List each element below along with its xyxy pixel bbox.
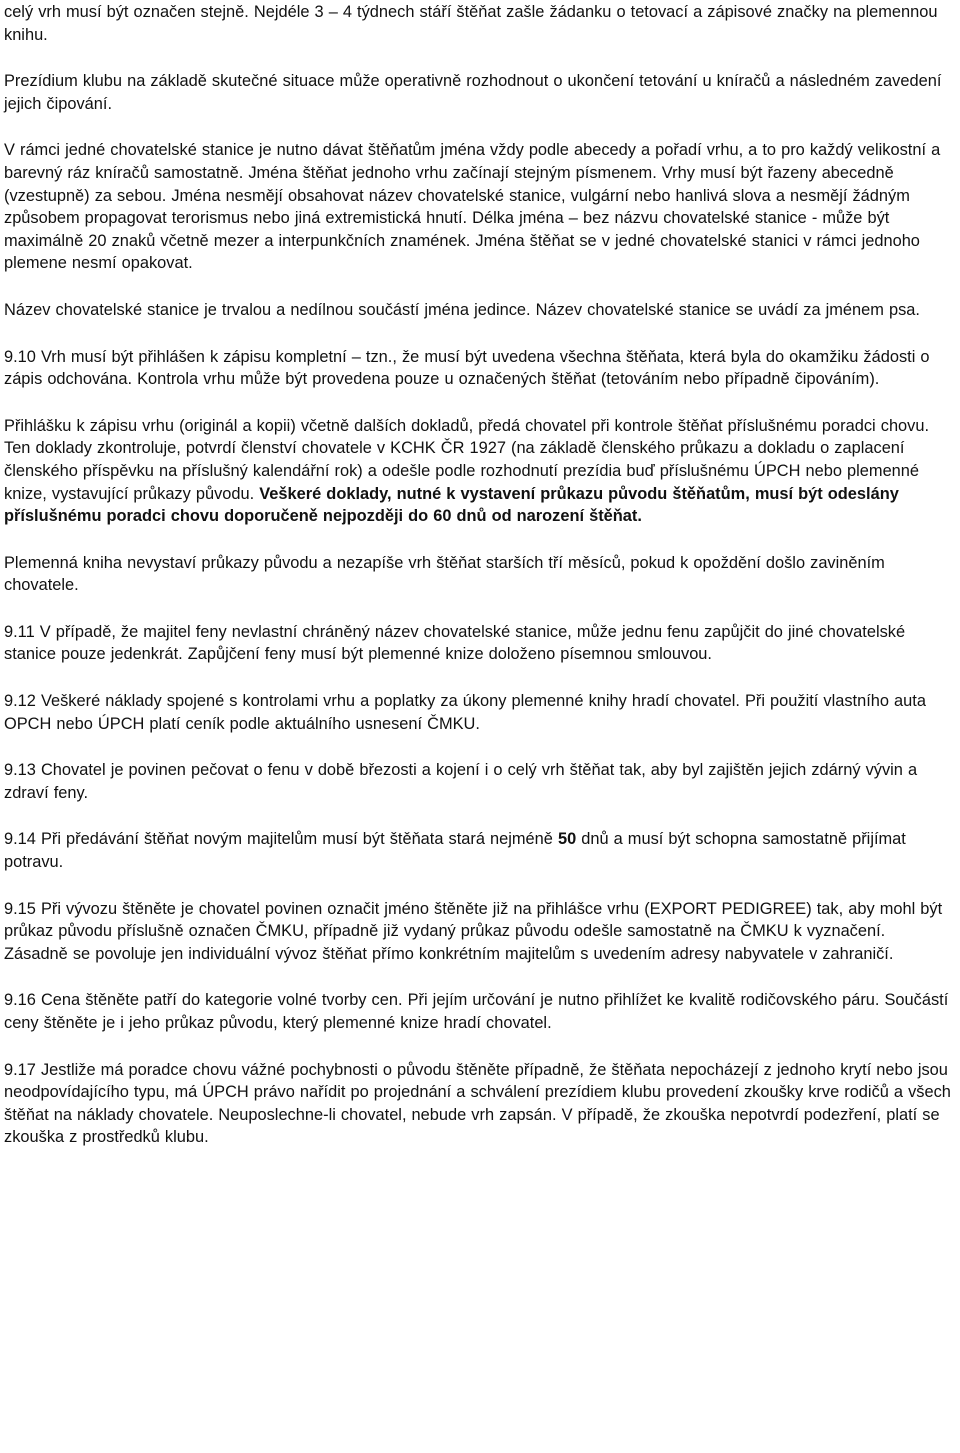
paragraph-puppy-names: [4, 139, 952, 275]
paragraph-text: Prezídium klubu na základě skutečné situace může operativně rozhodnout o ukončení tetování u kníračů a následném zavedení jejich čipování.: [4, 72, 942, 113]
paragraph-9-15: [4, 898, 952, 966]
paragraph-litter-registration: [4, 415, 952, 528]
paragraph-bold-text: 50: [557, 830, 577, 849]
paragraph-text: V rámci jedné chovatelské stanice je nutno dávat štěňatům jména vždy podle abecedy a pořadí vrhu, a to pro každý velikostní a barevný ráz kníračů samostatně. Jména štěňat jednoho vrhu začínají stejným písmenem. Vrhy musí být řazeny abecedně (vzestupně) za sebou. Jména nesmějí obsahovat název chovatelské stanice, vulgární nebo hanlivá slova a nesmějí žádným způsobem propagovat terorismus nebo jiná extremistická hnutí. Délka jména – bez názvu chovatelské stanice - může být maximálně 20 znaků včetně mezer a interpunkčních znamének. Jména štěňat se v jedné chovatelské stanici v rámci jednoho plemene nesmí opakovat.: [4, 141, 941, 273]
paragraph-9-13: [4, 759, 952, 804]
paragraph-9-16: [4, 989, 952, 1034]
paragraph-text: 9.16 Cena štěněte patří do kategorie volné tvorby cen. Při jejím určování je nutno přihlížet ke kvalitě rodičovského páru. Součástí ceny štěněte je i jeho průkaz původu, který plemenné knize hradí chovatel.: [4, 991, 949, 1032]
paragraph-9-11: [4, 621, 952, 666]
paragraph-bold-text: Veškeré doklady, nutné k vystavení průkazu původu štěňatům, musí být odeslány příslušnému poradci chovu doporučeně nejpozději do 60 dnů od narození štěňat.: [4, 484, 899, 526]
paragraph-text: dnů a musí být schopna samostatně přijímat potravu.: [4, 830, 906, 872]
paragraph-text: Přihlášku k zápisu vrhu (originál a kopii) včetně dalších dokladů, předá chovatel při kontrole štěňat příslušnému poradci chovu. Ten doklady zkontroluje, potvrdí členství chovatele v KCHK ČR 1927 (na základě členského průkazu a dokladu o zaplacení členského příspěvku na příslušný kalendářní rok) a odešle podle rozhodnutí prezídia buď příslušnému ÚPCH nebo plemenné knize, vystavující průkazy původu.: [4, 416, 930, 503]
paragraph-text: 9.11 V případě, že majitel feny nevlastní chráněný název chovatelské stanice, může jednu fenu zapůjčit do jiné chovatelské stanice pouze jedenkrát. Zapůjčení feny musí být plemenné knize doloženo písemnou smlouvou.: [4, 622, 906, 664]
paragraph-9-17: [4, 1059, 952, 1149]
paragraph-text: 9.12 Veškeré náklady spojené s kontrolami vrhu a poplatky za úkony plemenné knihy hradí chovatel. Při použití vlastního auta OPCH nebo ÚPCH platí ceník podle aktuálního usnesení ČMKU.: [4, 692, 926, 733]
paragraph-prezidium: [4, 70, 952, 115]
paragraph-text: 9.15 Při vývozu štěněte je chovatel povinen označit jméno štěněte již na přihlášce vrhu (EXPORT PEDIGREE) tak, aby mohl být průkaz původu příslušně označen ČMKU, případně již vydaný průkaz původu odešle samostatně na ČMKU k vyznačení. Zásadně se povoluje jen individuální vývoz štěňat přímo konkrétním majitelům s uvedením adresy nabyvatele v zahraničí.: [4, 899, 943, 963]
document-page: [4, 0, 952, 1173]
paragraph-stud-book: [4, 552, 952, 597]
paragraph-text: 9.14 Při předávání štěňat novým majitelům musí být štěňata stará nejméně: [4, 830, 558, 849]
paragraph-text: celý vrh musí být označen stejně. Nejdéle 3 – 4 týdnech stáří štěňat zašle žádanku o tetovací a zápisové značky na plemennou knihu.: [4, 3, 938, 44]
paragraph-text: 9.13 Chovatel je povinen pečovat o fenu v době březosti a kojení i o celý vrh štěňat tak, aby byl zajištěn jejich zdárný vývin a zdraví feny.: [4, 761, 918, 802]
paragraph-9-14: [4, 828, 952, 873]
paragraph-intro: [4, 1, 952, 46]
paragraph-text: Plemenná kniha nevystaví průkazy původu a nezapíše vrh štěňat starších tří měsíců, pokud k opoždění došlo zaviněním chovatele.: [4, 553, 885, 595]
paragraph-text: Název chovatelské stanice je trvalou a nedílnou součástí jména jedince. Název chovatelské stanice se uvádí za jménem psa.: [4, 300, 920, 319]
paragraph-9-12: [4, 690, 952, 735]
paragraph-9-10: [4, 346, 952, 391]
paragraph-text: 9.10 Vrh musí být přihlášen k zápisu kompletní – tzn., že musí být uvedena všechna štěňata, která byla do okamžiku žádosti o zápis odchována. Kontrola vrhu může být provedena pouze u označených štěňat (tetováním nebo případně čipováním).: [4, 347, 930, 389]
paragraph-text: 9.17 Jestliže má poradce chovu vážné pochybnosti o původu štěněte případně, že štěňata nepocházejí z jednoho krytí nebo jsou neodpovídajícího typu, má ÚPCH právo nařídit po projednání a schválení prezídiem klubu provedení zkoušky krve rodičů a všech štěňat na náklady chovatele. Neuposlechne-li chovatel, nebude vrh zapsán. V případě, že zkouška nepotvrdí podezření, platí se zkouška z prostředků klubu.: [4, 1060, 951, 1147]
paragraph-kennel-name: [4, 299, 952, 322]
